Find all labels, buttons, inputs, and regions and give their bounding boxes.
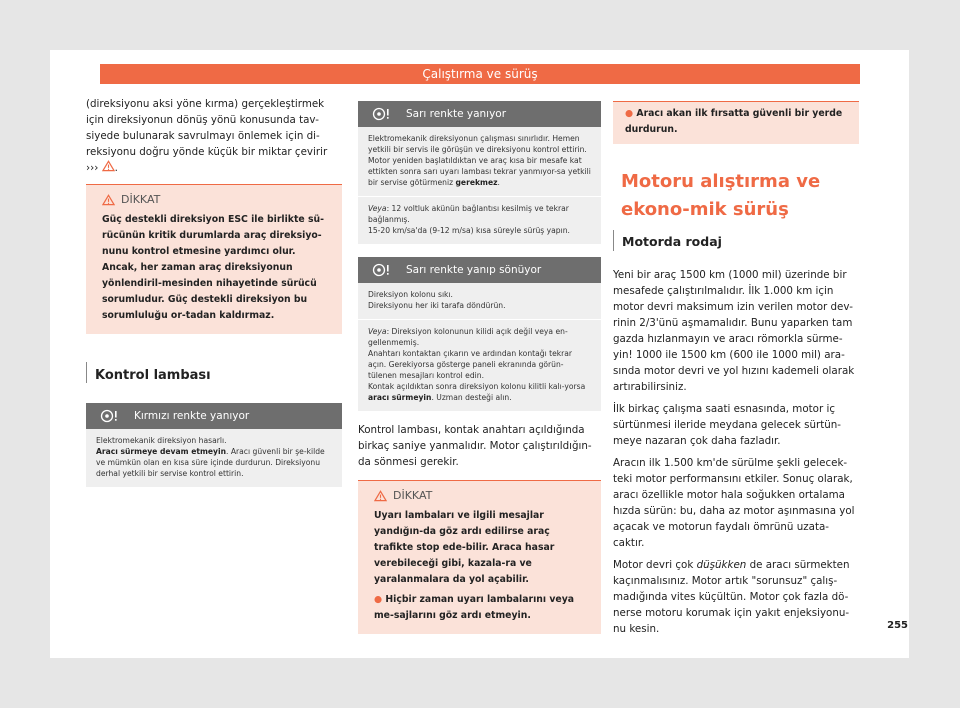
yellow-text3: : 12 voltluk akünün bağlantısı kesilmiş ve tekrar bağlanmış. bbox=[368, 204, 569, 224]
warning-title-text: DİKKAT bbox=[121, 193, 161, 206]
warning-triangle-icon bbox=[102, 194, 115, 206]
warning-bullet-2 bbox=[625, 106, 847, 138]
intro-paragraph: (direksiyonu aksi yöne kırma) gerçekleştirmek için direksiyonun dönüş yönü konusunda tav-siyede bulunarak savrulmayı önlemek için di-reksiyonu doğru yönde küçük bir miktar çevirir ››› . bbox=[86, 98, 328, 174]
indicator-red-header bbox=[86, 403, 342, 429]
blink-text3: : Direksiyon kolonunun kilidi açık değil veya en-gellenmemiş. bbox=[368, 327, 568, 347]
page-number: 255 bbox=[887, 620, 908, 631]
paragraph-3: Aracın ilk 1.500 km'de sürülme şekli gelecek-teki motor performansını etkiler. Sonuç olarak, aracı özellikle motor hala soğukken ortalama hızda sürün: bu, daha az motor aşınmasına yol açacak ve motorun faydalı ömrünü uzata-caktır. bbox=[613, 457, 855, 549]
blink-or-label: Veya bbox=[368, 327, 387, 336]
yellow-or-label: Veya bbox=[368, 204, 387, 213]
steering-warning-icon bbox=[358, 263, 406, 277]
page-header: Çalıştırma ve sürüş bbox=[100, 64, 860, 84]
indicator-red-text bbox=[86, 429, 342, 488]
blink-text4: Anahtarı kontaktan çıkarın ve ardından kontağı tekrar açın. Gerekiyorsa gösterge paneli ekranında görün-tülenen mesajları kontrol edin. bbox=[368, 349, 573, 380]
intro-ref: ››› bbox=[86, 162, 99, 174]
indicator-blink-title: Sarı renkte yanıp sönüyor bbox=[406, 264, 542, 276]
indicator-yellow-title: Sarı renkte yanıyor bbox=[406, 108, 507, 120]
indicator-blink-alt bbox=[358, 320, 601, 412]
p4-start: Motor devri çok bbox=[613, 559, 697, 571]
p4-end: de aracı sürmekten kaçınmalısınız. Motor artık "sorunsuz" çalış-madığında vites küçültün. Motor çok fazla dö-nerse motoru korumak için yakıt enjeksiyonu-nu kesin. bbox=[613, 559, 850, 635]
indicator-red-title: Kırmızı renkte yanıyor bbox=[134, 410, 250, 422]
warning-body: Güç destekli direksiyon ESC ile birlikte sü-rücünün kritik durumlarda araç direksiyo-nunu kontrol etmesine yardımcı olur. Ancak, her zaman araç direksiyonun yönlendiril-mesinden nihayetinde sürücü sorumludur. Güç destekli direksiyon bu sorumluluğu or-tadan kaldırmaz. bbox=[102, 214, 324, 321]
warning-bullet-text: Hiçbir zaman uyarı lambalarını veya me-sajlarını göz ardı etmeyin. bbox=[374, 594, 575, 621]
bullet-icon: ● bbox=[625, 108, 634, 119]
paragraph-1: Yeni bir araç 1500 km (1000 mil) üzerinde bir mesafede çalıştırılmalıdır. İlk 1.000 km için motor devri maksimum izin verilen motor dev-rinin 2/3'ünü aşmamalıdır. Bunu yaparken tam gazda hızlanmayın ve aracı römorkla sürme-yin! 1000 ile 1500 km (600 ile 1000 mil) ara-sında motor devri ve yol hızını kademeli olarak artırabilirsiniz. bbox=[613, 269, 855, 393]
warning-continuation bbox=[613, 101, 859, 144]
warning-triangle-icon bbox=[102, 160, 115, 172]
subsection-title: Motorda rodaj bbox=[613, 230, 859, 251]
blink-text1: Direksiyon kolonu sıkı. bbox=[368, 290, 453, 299]
warning-body-2: Uyarı lambaları ve ilgili mesajlar yandığın-da göz ardı edilirse araç trafikte stop ede-bilir. Araca hasar verebileceği gibi, kazala-ra ve yaralanmalara da yol açabilir. bbox=[374, 510, 555, 585]
paragraph-2: İlk birkaç çalışma saati esnasında, motor iç sürtünmesi ileride meydana gelecek sürtün-meye nazaran çok daha fazladır. bbox=[613, 403, 842, 447]
warning-bullet bbox=[374, 592, 589, 624]
indicator-yellow-alt bbox=[358, 197, 601, 245]
blink-text2: Direksiyonu her iki tarafa döndürün. bbox=[368, 301, 506, 310]
indicator-yellow-header bbox=[358, 101, 601, 127]
column-right bbox=[613, 101, 859, 637]
section-title: Kontrol lambası bbox=[86, 362, 342, 383]
indicator-yellow-text bbox=[358, 127, 601, 197]
blink-text5-end: . Uzman desteği alın. bbox=[431, 393, 512, 402]
red-line1: Elektromekanik direksiyon hasarlı. bbox=[96, 436, 227, 445]
red-line2-rest: . Aracı güvenli bir şe-kilde ve mümkün olan en kısa süre içinde durdurun. Direksiyonu derhal yetkili bir servise kontrol ettirin. bbox=[96, 447, 325, 478]
indicator-red-box bbox=[86, 403, 342, 488]
warning-triangle-icon bbox=[374, 490, 387, 502]
warning-title bbox=[102, 193, 330, 206]
warning-box bbox=[86, 184, 342, 334]
intro-text: (direksiyonu aksi yöne kırma) gerçekleştirmek için direksiyonun dönüş yönü konusunda tav-siyede bulunarak savrulmayı önlemek için di-reksiyonu doğru yönde küçük bir miktar çevirir bbox=[86, 98, 328, 158]
warning-title-text-2: DİKKAT bbox=[393, 489, 433, 502]
yellow-text4: 15-20 km/sa'da (9-12 m/sa) kısa süreyle sürüş yapın. bbox=[368, 226, 570, 235]
warning-bullet-text-2: Aracı akan ilk fırsatta güvenli bir yerde durdurun. bbox=[625, 108, 843, 135]
blink-text5: Kontak açıldıktan sonra direksiyon kolonu kilitli kalı-yorsa bbox=[368, 382, 586, 391]
paragraph-4 bbox=[613, 557, 859, 637]
lamp-paragraph: Kontrol lambası, kontak anahtarı açıldığında birkaç saniye yanmalıdır. Motor çalıştırıldığın-da sönmesi gerekir. bbox=[358, 424, 592, 468]
p4-italic: düşükken bbox=[696, 559, 747, 571]
indicator-blink-header bbox=[358, 257, 601, 283]
yellow-text2-end: . bbox=[497, 178, 500, 187]
yellow-text2: Motor yeniden başlatıldıktan ve araç kısa bir mesafe kat ettikten sonra sarı uyarı lambası tekrar yanmıyor-sa yetkili bir servise götürmeniz bbox=[368, 156, 591, 187]
yellow-text2-bold: gerekmez bbox=[455, 178, 498, 187]
steering-warning-icon bbox=[86, 409, 134, 423]
column-middle bbox=[358, 101, 601, 634]
indicator-blink-text bbox=[358, 283, 601, 320]
indicator-blink-box bbox=[358, 257, 601, 412]
warning-title-2 bbox=[374, 489, 589, 502]
yellow-text1: Elektromekanik direksiyonun çalışması sınırlıdır. Hemen yetkili bir servis ile görüşün ve direksiyonu kontrol ettirin. bbox=[368, 134, 587, 154]
steering-warning-icon bbox=[358, 107, 406, 121]
chapter-title: Motoru alıştırma ve ekono-mik sürüş bbox=[621, 171, 821, 220]
blink-text5-bold: aracı sürmeyin bbox=[368, 393, 432, 402]
red-line2-bold: Aracı sürmeye devam etmeyin bbox=[96, 447, 226, 456]
column-left bbox=[86, 96, 342, 488]
warning-box-2 bbox=[358, 480, 601, 634]
bullet-icon: ● bbox=[374, 594, 383, 605]
indicator-yellow-box bbox=[358, 101, 601, 245]
